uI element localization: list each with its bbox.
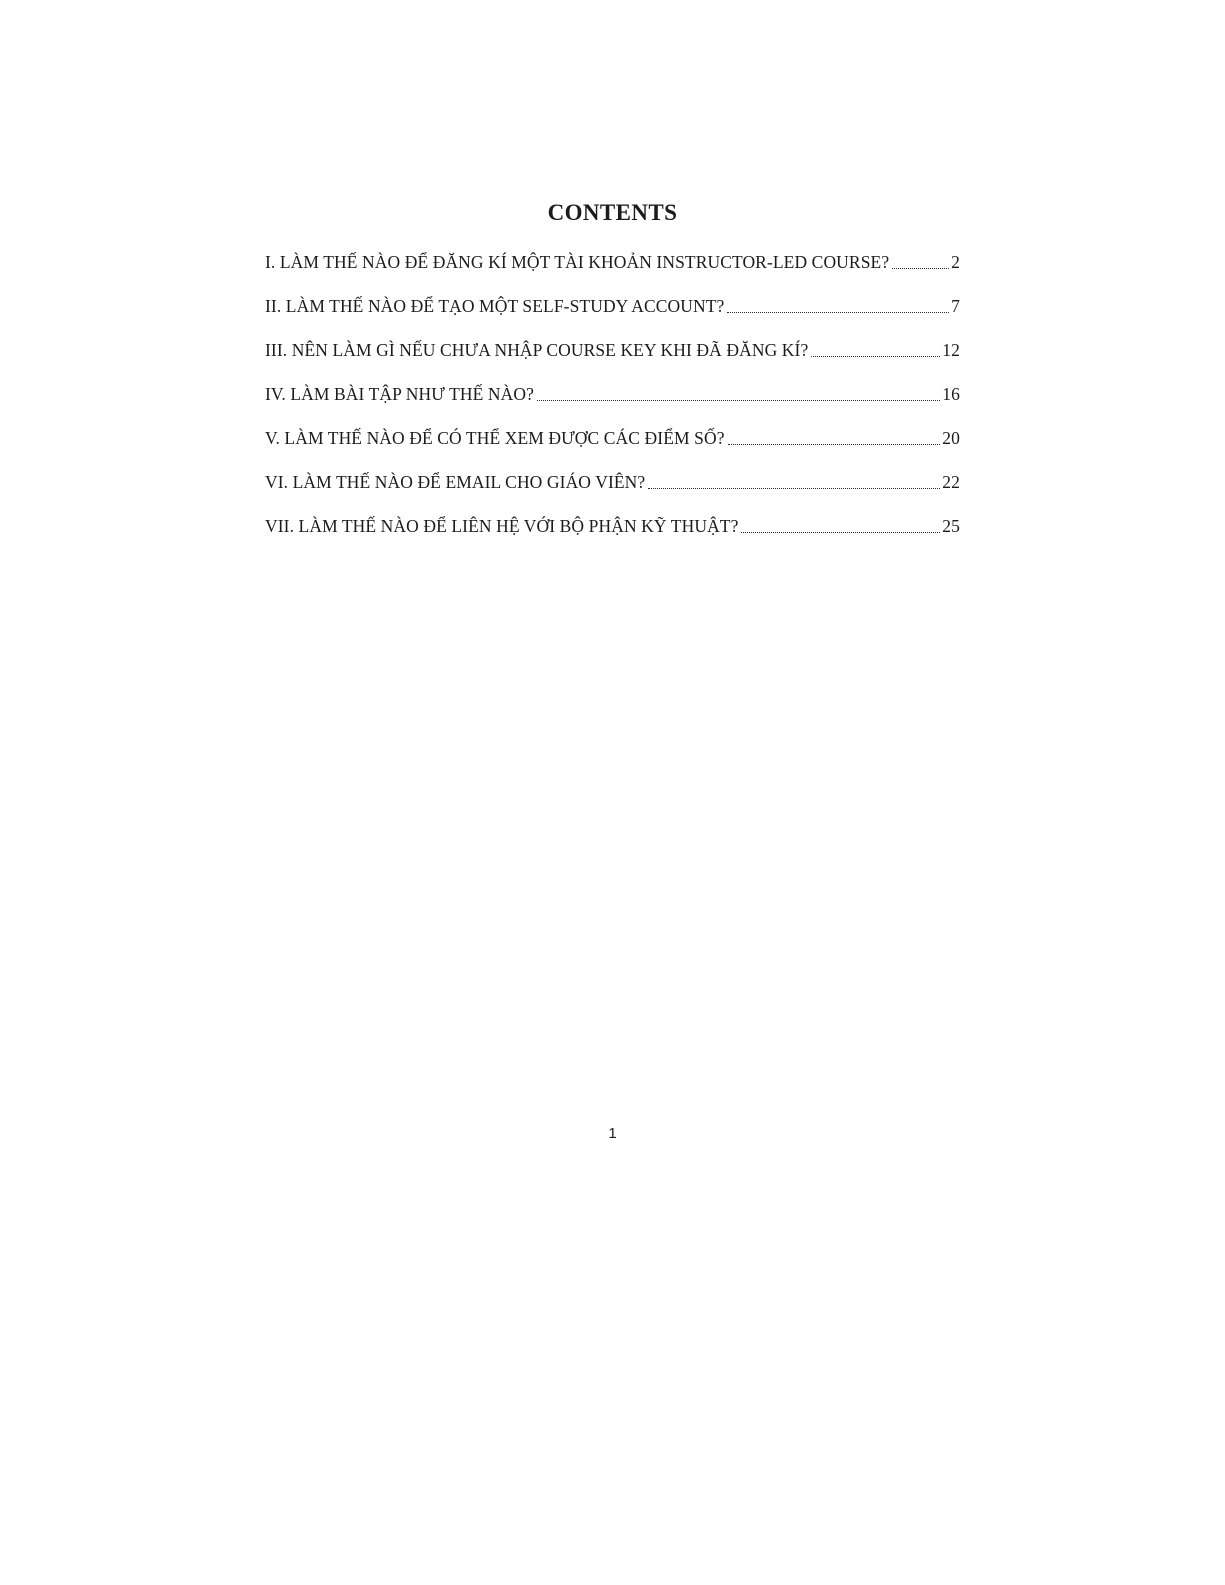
toc-leader-dots	[811, 355, 940, 357]
toc-entry-label: II. LÀM THẾ NÀO ĐỂ TẠO MỘT SELF-STUDY ACCOUNT?	[265, 296, 725, 316]
toc-leader-dots	[728, 443, 941, 445]
toc-entry-label: III. NÊN LÀM GÌ NẾU CHƯA NHẬP COURSE KEY KHI ĐÃ ĐĂNG KÍ?	[265, 340, 809, 360]
toc-entry[interactable]	[265, 428, 960, 449]
toc-entry-label: VI. LÀM THẾ NÀO ĐỂ EMAIL CHO GIÁO VIÊN?	[265, 472, 646, 492]
toc-entry-page: 25	[942, 516, 960, 536]
toc-entry-label: IV. LÀM BÀI TẬP NHƯ THẾ NÀO?	[265, 384, 534, 404]
toc-entry-label: V. LÀM THẾ NÀO ĐỂ CÓ THỂ XEM ĐƯỢC CÁC ĐIỂM SỐ?	[265, 428, 725, 448]
toc-entry[interactable]	[265, 296, 960, 317]
toc-entry[interactable]	[265, 384, 960, 405]
page-footer-number: 1	[608, 1125, 617, 1142]
toc-entry-page: 16	[942, 384, 960, 404]
toc-entry[interactable]	[265, 516, 960, 537]
toc-list	[265, 252, 960, 537]
table-of-contents	[265, 200, 960, 560]
toc-entry-page: 2	[951, 252, 960, 272]
toc-entry-page: 12	[942, 340, 960, 360]
page-title: CONTENTS	[547, 200, 678, 225]
toc-entry-page: 20	[942, 428, 960, 448]
toc-entry-label: I. LÀM THẾ NÀO ĐỂ ĐĂNG KÍ MỘT TÀI KHOẢN INSTRUCTOR-LED COURSE?	[265, 252, 890, 272]
toc-entry[interactable]	[265, 252, 960, 273]
toc-leader-dots	[892, 267, 949, 269]
toc-leader-dots	[727, 311, 949, 313]
toc-entry-page: 7	[951, 296, 960, 316]
toc-entry-page: 22	[942, 472, 960, 492]
toc-entry-label: VII. LÀM THẾ NÀO ĐỂ LIÊN HỆ VỚI BỘ PHẬN KỸ THUẬT?	[265, 516, 739, 536]
toc-leader-dots	[648, 487, 940, 489]
toc-leader-dots	[537, 399, 940, 401]
toc-entry[interactable]	[265, 340, 960, 361]
toc-leader-dots	[741, 531, 940, 533]
toc-entry[interactable]	[265, 472, 960, 493]
